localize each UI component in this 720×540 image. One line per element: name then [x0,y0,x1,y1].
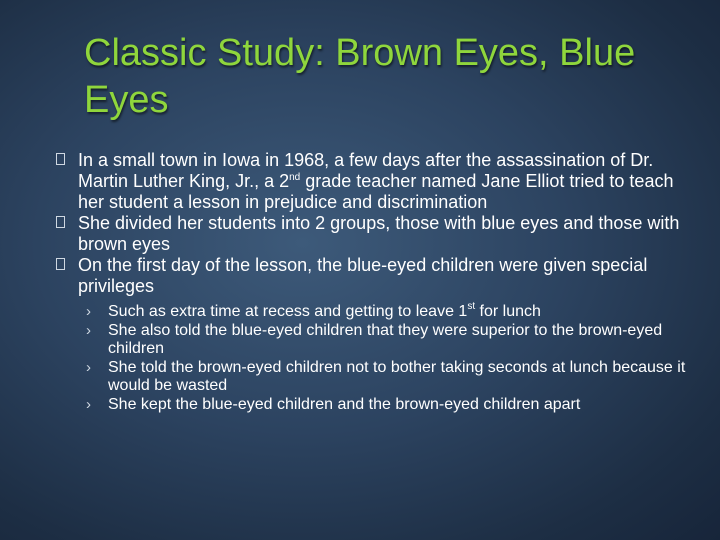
chevron-right-icon: › [86,303,91,320]
sub-bullet-item-3 [86,358,688,396]
sub-bullet-item-2 [86,321,688,359]
slide-title: Classic Study: Brown Eyes, Blue Eyes [84,32,636,121]
sub-bullet-item-4 [86,395,688,415]
sub-bullet-list [86,301,688,414]
bullet-list [78,150,688,414]
ordinal-suffix: st [467,301,476,312]
bullet-text: In a small town in Iowa in 1968, a few days after the assassination of Dr. Martin Luther King, Jr., a 2 [78,150,654,191]
chevron-right-icon: › [86,358,91,376]
bullet-text: grade teacher named Jane Elliot tried to teach her student a lesson in prejudice and discrimination [78,171,674,212]
square-bullet-icon [56,258,65,270]
sub-bullet-text: She kept the blue-eyed children and the brown-eyed children apart [108,395,581,413]
sub-bullet-text: She also told the blue-eyed children that they were superior to the brown-eyed children [108,321,663,357]
square-bullet-icon [56,216,65,228]
chevron-right-icon: › [86,321,91,339]
bullet-text: She divided her students into 2 groups, those with blue eyes and those with brown eyes [78,213,680,254]
sub-bullet-item-1 [86,301,688,322]
sub-bullet-text: Such as extra time at recess and getting to leave 1 [108,303,468,320]
bullet-item-3 [78,255,688,414]
bullet-item-1 [78,150,688,213]
square-bullet-icon [56,153,65,165]
sub-bullet-text: She told the brown-eyed children not to bother taking seconds at lunch because it would be wasted [108,358,686,394]
sub-bullet-text: for lunch [475,303,541,320]
chevron-right-icon: › [86,395,91,413]
bullet-item-2 [78,213,688,255]
bullet-text: On the first day of the lesson, the blue-eyed children were given special privileges [78,255,648,296]
ordinal-suffix: nd [289,172,301,183]
